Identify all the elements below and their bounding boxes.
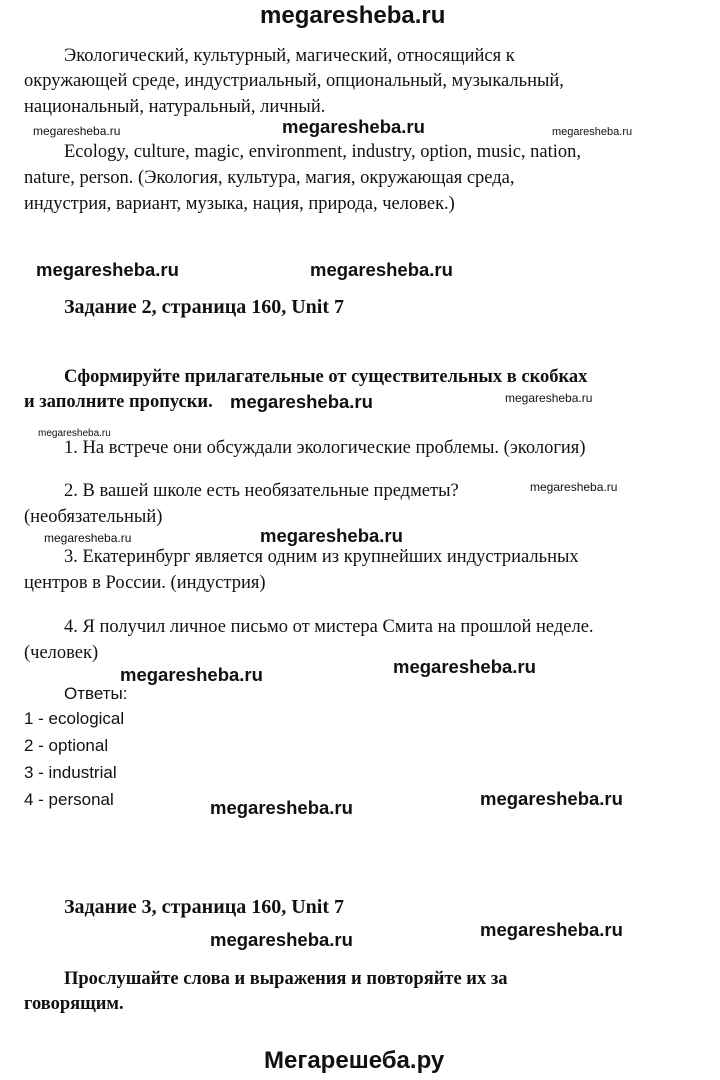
intro-line-5: nature, person. (Экология, культура, магия, окружающая среда, <box>24 168 515 188</box>
footer-watermark: Мегарешеба.ру <box>264 1047 445 1074</box>
intro-line-4: Ecology, culture, magic, environment, industry, option, music, nation, <box>64 142 582 162</box>
intro-line-3: национальный, натуральный, личный. <box>24 97 326 117</box>
task3-instruction-line-1: Прослушайте слова и выражения и повторяйте их за <box>64 969 508 989</box>
task3-title: Задание 3, страница 160, Unit 7 <box>64 896 345 918</box>
task3-instruction-line-2: говорящим. <box>24 994 124 1014</box>
watermark-label: megaresheba.ru <box>210 797 353 818</box>
watermark-label: megaresheba.ru <box>393 656 536 677</box>
watermark-label: megaresheba.ru <box>260 525 403 546</box>
watermark-label: megaresheba.ru <box>480 788 623 809</box>
task2-item-3-line-2: центров в России. (индустрия) <box>24 573 266 593</box>
watermark-label: megaresheba.ru <box>230 391 373 412</box>
task2-item-2: 2. В вашей школе есть необязательные предметы? <box>64 481 459 501</box>
intro-line-2: окружающей среде, индустриальный, опциональный, музыкальный, <box>24 71 564 91</box>
watermark-label: megaresheba.ru <box>210 929 353 950</box>
answers-label: Ответы: <box>64 684 128 703</box>
watermark-label: megaresheba.ru <box>44 531 132 545</box>
watermark-label: megaresheba.ru <box>36 259 179 280</box>
watermark-label: megaresheba.ru <box>38 428 111 439</box>
watermark-label: megaresheba.ru <box>480 919 623 940</box>
watermark-label: megaresheba.ru <box>282 116 425 137</box>
intro-line-1: Экологический, культурный, магический, относящийся к <box>64 46 515 66</box>
intro-line-6: индустрия, вариант, музыка, нация, природа, человек.) <box>24 194 455 214</box>
watermark-label: megaresheba.ru <box>310 259 453 280</box>
watermark-label: megaresheba.ru <box>120 664 263 685</box>
task2-item-1: 1. На встрече они обсуждали экологические проблемы. (экология) <box>64 438 586 458</box>
task2-item-4: 4. Я получил личное письмо от мистера Смита на прошлой неделе. <box>64 617 594 637</box>
answer-item: 4 - personal <box>24 790 114 809</box>
task2-title: Задание 2, страница 160, Unit 7 <box>64 296 345 318</box>
watermark-label: megaresheba.ru <box>505 391 593 405</box>
header-watermark: megaresheba.ru <box>260 2 446 29</box>
answer-item: 1 - ecological <box>24 709 125 728</box>
watermark-label: megaresheba.ru <box>33 124 121 138</box>
answer-item: 3 - industrial <box>24 763 117 782</box>
task2-instruction-line-2: и заполните пропуски. <box>24 392 213 412</box>
watermark-label: megaresheba.ru <box>530 480 618 494</box>
answer-item: 2 - optional <box>24 736 109 755</box>
task2-item-2-line-2: (необязательный) <box>24 507 163 527</box>
task2-item-3: 3. Екатеринбург является одним из крупнейших индустриальных <box>64 547 579 567</box>
watermark-label: megaresheba.ru <box>552 126 633 138</box>
task2-item-4-line-2: (человек) <box>24 643 99 663</box>
task2-instruction-line-1: Сформируйте прилагательные от существительных в скобках <box>64 367 588 387</box>
